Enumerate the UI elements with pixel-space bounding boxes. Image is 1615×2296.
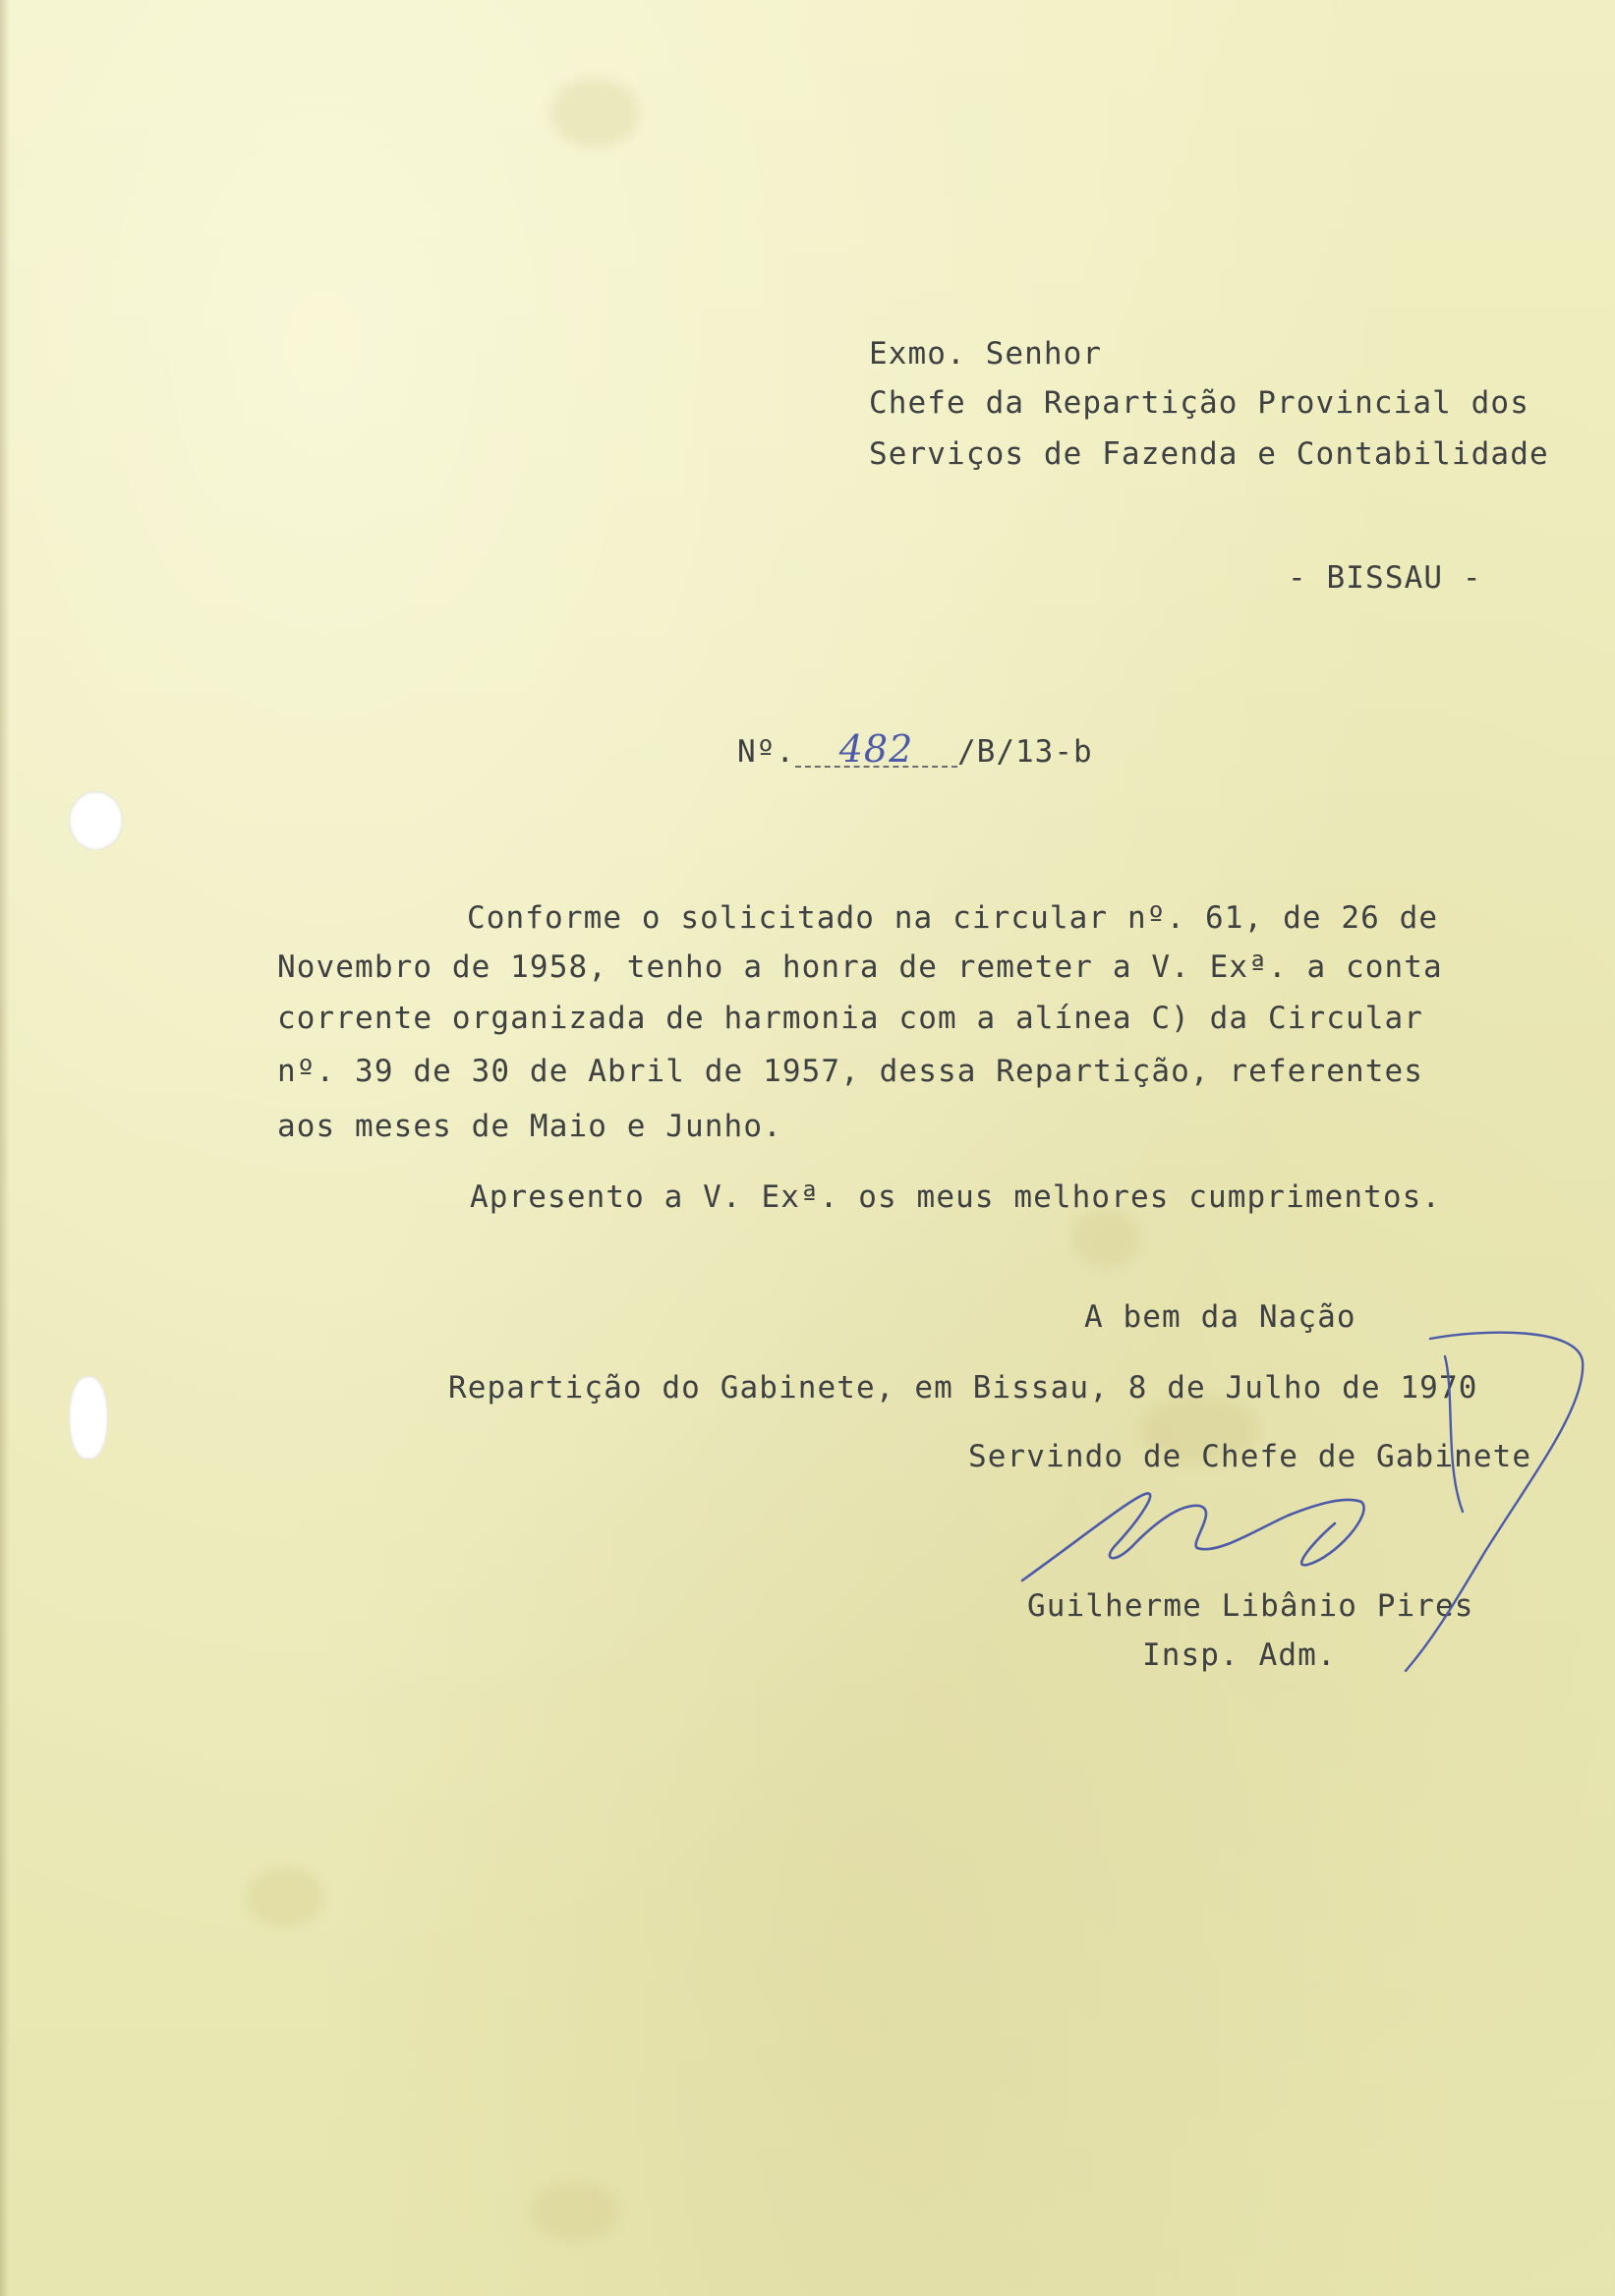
- closing-motto: A bem da Nação: [1084, 1299, 1356, 1335]
- body-line-3: corrente organizada de harmonia com a alínea C) da Circular: [277, 1001, 1424, 1036]
- reference-handwritten-number: 482: [795, 732, 957, 768]
- paper-stain: [246, 1867, 324, 1926]
- reference-suffix: /B/13-b: [957, 734, 1093, 770]
- punch-hole-bottom: [69, 1376, 108, 1460]
- punch-hole-top: [69, 791, 123, 850]
- address-salutation: Exmo. Senhor: [869, 336, 1103, 372]
- paper-stain: [550, 79, 639, 147]
- paper-stain: [1071, 1209, 1140, 1268]
- closing-role: Servindo de Chefe de Gabinete: [968, 1439, 1532, 1474]
- closing-place-date: Repartição do Gabinete, em Bissau, 8 de Julho de 1970: [448, 1370, 1478, 1406]
- paper-stain: [531, 2182, 619, 2241]
- body-greeting: Apresento a V. Exª. os meus melhores cumprimentos.: [470, 1179, 1442, 1215]
- body-line-4: nº. 39 de 30 de Abril de 1957, dessa Repartição, referentes: [277, 1054, 1424, 1089]
- reference-prefix: Nº.: [737, 734, 795, 770]
- page-edge-shadow: [0, 0, 10, 2296]
- address-department: Serviços de Fazenda e Contabilidade: [869, 436, 1549, 472]
- handwritten-signature: [1022, 1337, 1612, 1730]
- closing-signatory-name: Guilherme Libânio Pires: [1027, 1588, 1474, 1624]
- body-line-2: Novembro de 1958, tenho a honra de remeter a V. Exª. a conta: [277, 949, 1443, 985]
- closing-signatory-title: Insp. Adm.: [1142, 1637, 1337, 1673]
- address-city: - BISSAU -: [1288, 560, 1482, 596]
- body-line-1: Conforme o solicitado na circular nº. 61, de 26 de: [467, 900, 1439, 936]
- reference-number: [737, 727, 1093, 771]
- body-line-5: aos meses de Maio e Junho.: [277, 1109, 782, 1144]
- address-recipient: Chefe da Repartição Provincial dos: [869, 385, 1529, 421]
